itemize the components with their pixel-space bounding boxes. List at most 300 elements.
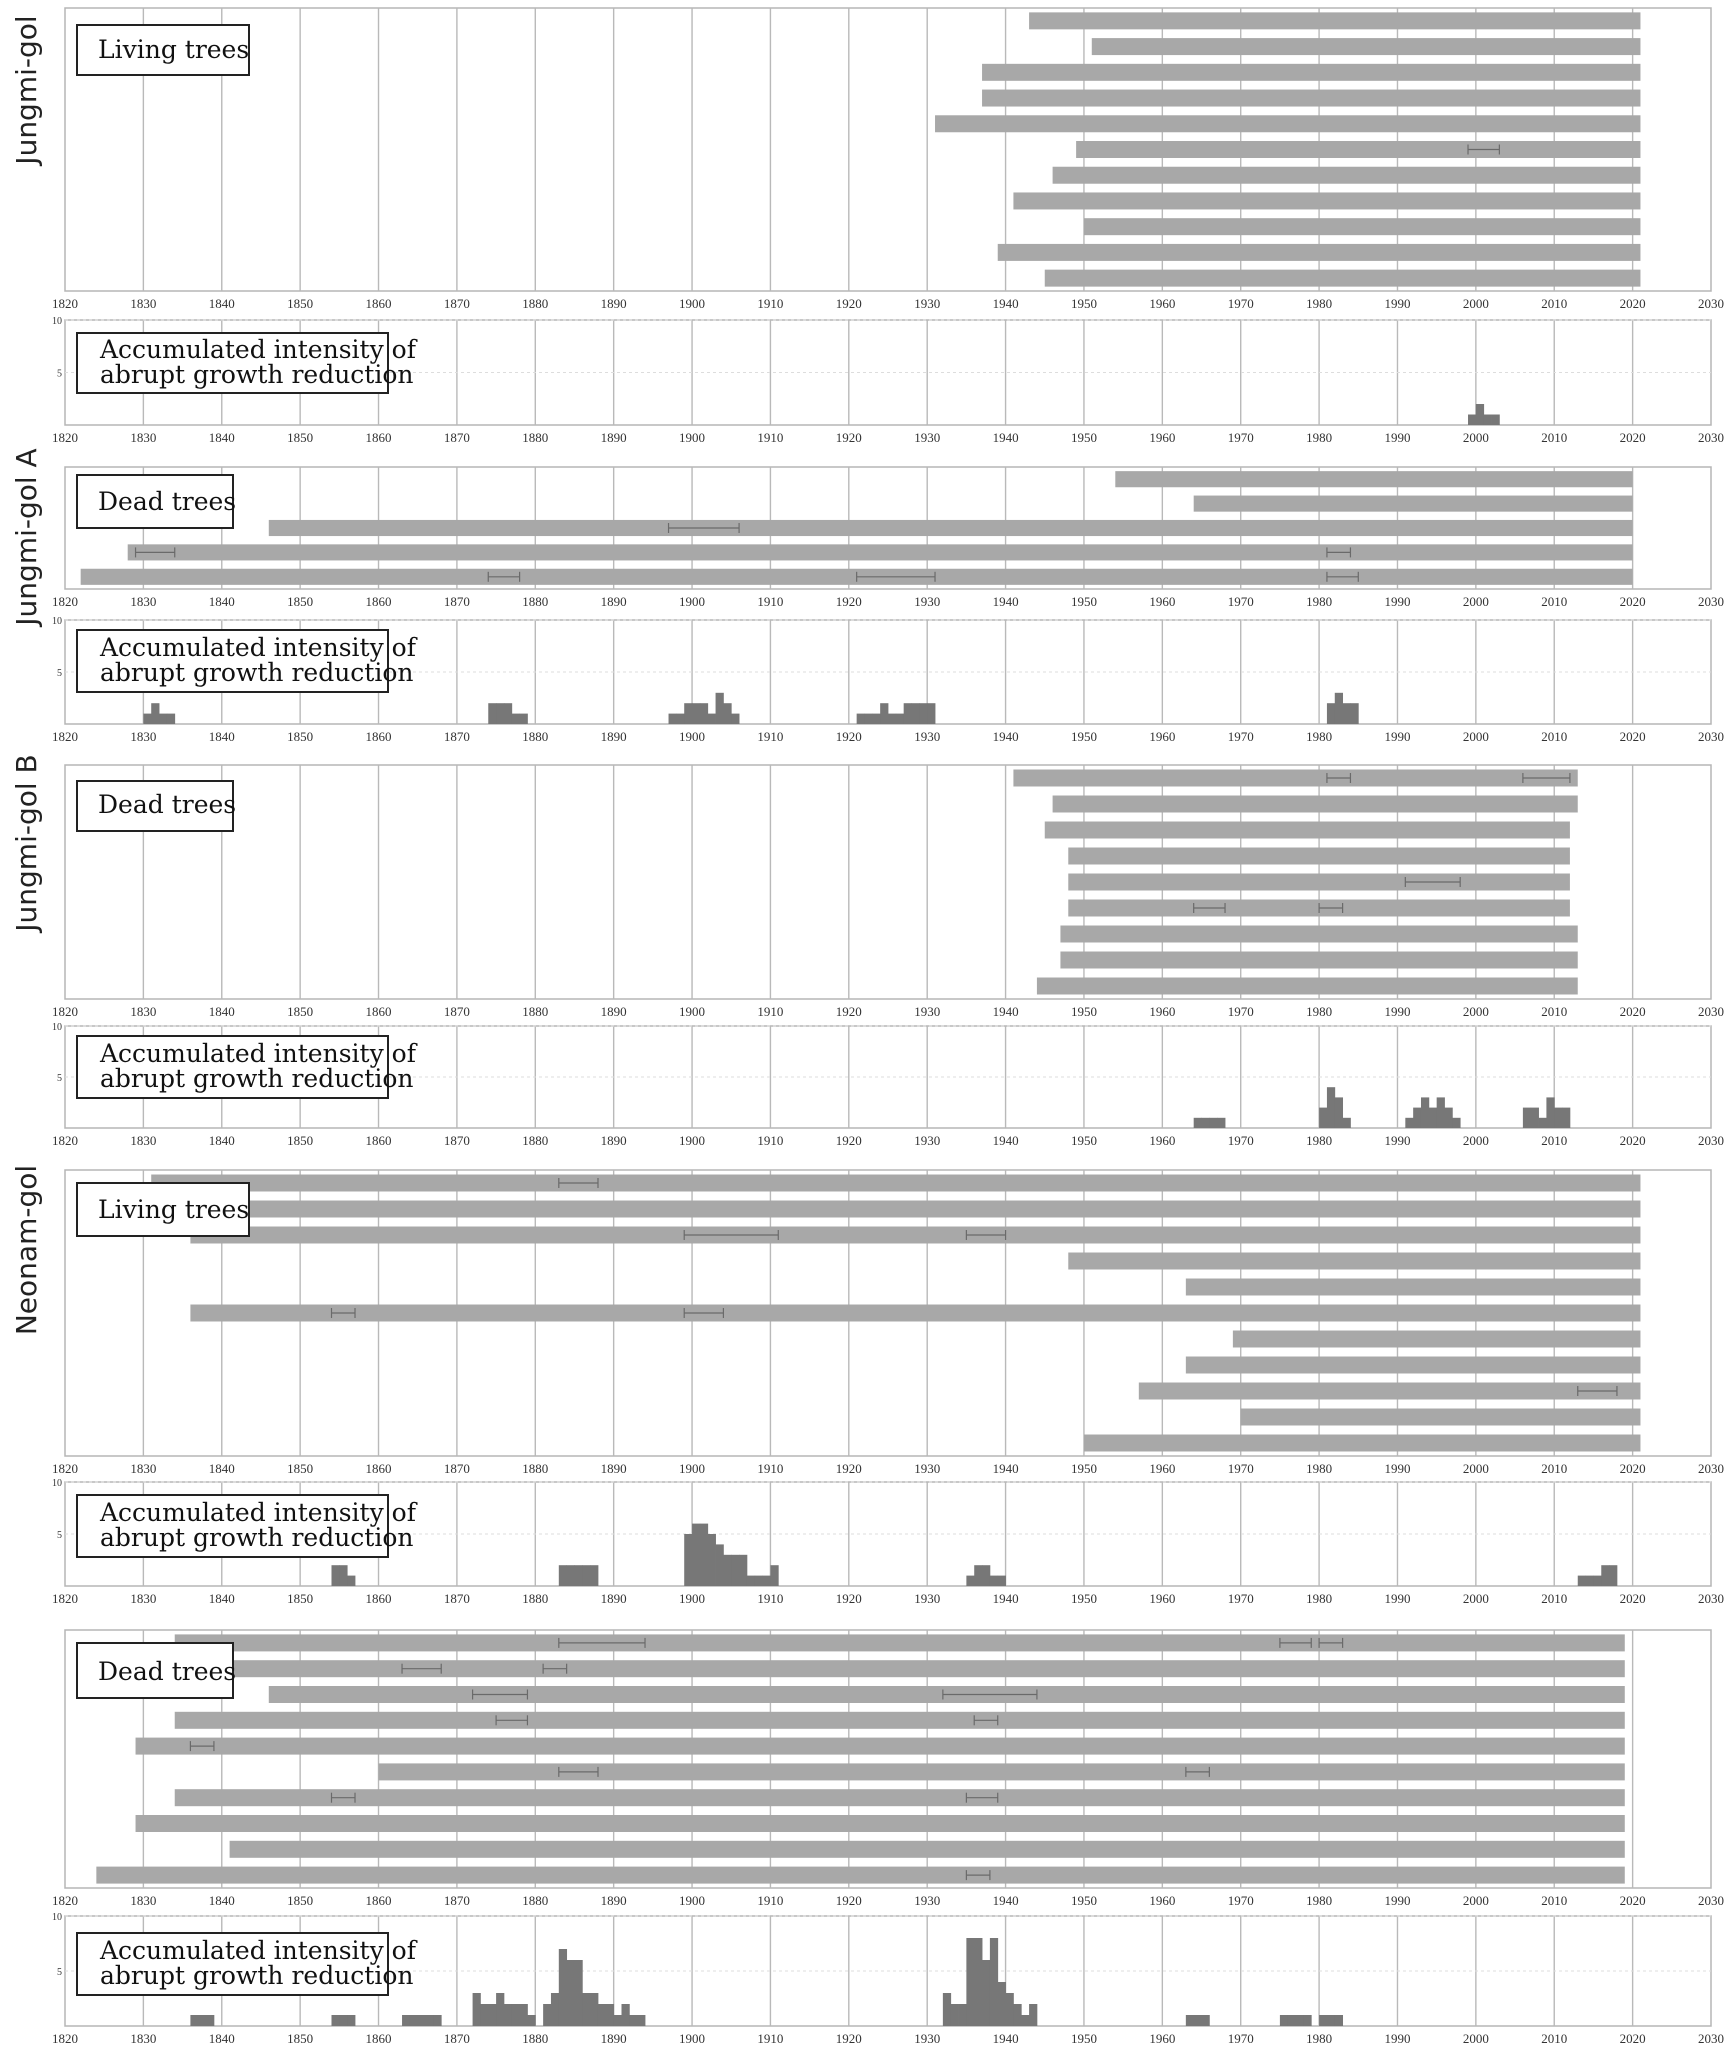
x-tick-label: 1830 [130, 2031, 157, 2046]
intensity-bar [1476, 404, 1484, 425]
x-tick-label: 1970 [1227, 1004, 1254, 1019]
site-label: Jungmi-gol B [10, 754, 43, 932]
intensity-bar [347, 1576, 355, 1586]
x-tick-label: 1820 [52, 2031, 78, 2046]
tree-bar [1115, 471, 1632, 487]
intensity-bar [1343, 703, 1351, 724]
x-tick-label: 1890 [600, 729, 627, 744]
intensity-bar [990, 1938, 998, 2026]
intensity-bar [159, 714, 167, 724]
tree-bar [1139, 1383, 1641, 1400]
intensity-bar [755, 1576, 763, 1586]
x-tick-label: 1830 [130, 296, 157, 311]
intensity-bar [347, 2015, 355, 2026]
intensity-bar [559, 1949, 567, 2026]
x-tick-label: 1940 [992, 1461, 1019, 1476]
tree-bar [1060, 952, 1577, 969]
tree-bar [1045, 822, 1570, 839]
x-tick-label: 1910 [757, 594, 784, 609]
panel-title: Living trees [98, 1195, 250, 1224]
x-tick-label: 1880 [522, 1893, 549, 1908]
x-tick-label: 1870 [443, 1133, 470, 1148]
x-tick-label: 1940 [992, 1004, 1019, 1019]
tree-bar [1241, 1409, 1641, 1426]
x-tick-label: 2030 [1698, 296, 1724, 311]
x-tick-label: 2020 [1619, 1004, 1646, 1019]
tree-bar [1045, 270, 1641, 287]
intensity-bar [1021, 2015, 1029, 2026]
x-tick-label: 1890 [600, 1461, 627, 1476]
x-tick-label: 1820 [52, 430, 78, 445]
x-tick-label: 1990 [1384, 729, 1411, 744]
intensity-bar [1468, 415, 1476, 426]
x-tick-label: 1880 [522, 2031, 549, 2046]
x-tick-label: 1930 [914, 1133, 941, 1148]
y-tick-label: 10 [52, 1912, 62, 1923]
intensity-bar [708, 1534, 716, 1586]
x-tick-label: 2020 [1619, 296, 1646, 311]
x-tick-label: 1980 [1306, 296, 1333, 311]
tree-bar [1194, 496, 1633, 512]
x-tick-label: 1960 [1149, 1893, 1176, 1908]
intensity-bar [959, 2004, 967, 2026]
tree-bar [136, 1738, 1625, 1755]
tree-bar [1233, 1331, 1641, 1348]
tree-bar [1068, 874, 1570, 891]
intensity-bar [331, 1565, 339, 1586]
intensity-bar [692, 703, 700, 724]
x-tick-label: 1990 [1384, 1461, 1411, 1476]
intensity-bar [1202, 1118, 1210, 1128]
x-tick-label: 1880 [522, 296, 549, 311]
intensity-bar [1296, 2015, 1304, 2026]
intensity-bar [1194, 2015, 1202, 2026]
intensity-bar [567, 1565, 575, 1586]
intensity-bar [1327, 1087, 1335, 1128]
panel-title [99, 1498, 418, 1552]
x-tick-label: 2030 [1698, 1004, 1724, 1019]
x-tick-label: 1960 [1149, 2031, 1176, 2046]
intensity-bar [1562, 1108, 1570, 1128]
jungmi-gol-b-dead-trees-chart [10, 754, 1724, 1019]
y-tick-label: 5 [57, 368, 62, 380]
x-tick-label: 1850 [287, 1461, 314, 1476]
x-tick-label: 1920 [835, 430, 862, 445]
x-axis-ticks [52, 1461, 1724, 1476]
x-tick-label: 1890 [600, 296, 627, 311]
neonam-gol-dead-trees-chart [52, 1630, 1724, 1908]
intensity-bar [770, 1565, 778, 1586]
x-tick-label: 1900 [679, 1461, 706, 1476]
intensity-bar [1554, 1108, 1562, 1128]
x-tick-label: 1990 [1384, 594, 1411, 609]
x-tick-label: 1980 [1306, 1591, 1333, 1606]
x-tick-label: 1910 [757, 1591, 784, 1606]
intensity-bar [1593, 1576, 1601, 1586]
x-tick-label: 1920 [835, 1133, 862, 1148]
x-tick-label: 1940 [992, 1133, 1019, 1148]
intensity-bar [339, 1565, 347, 1586]
x-tick-label: 2020 [1619, 1461, 1646, 1476]
tree-bar [269, 520, 1633, 536]
x-tick-label: 2020 [1619, 1133, 1646, 1148]
intensity-bar [473, 1993, 481, 2026]
x-axis-ticks [52, 296, 1724, 311]
panel-title: Dead trees [98, 790, 237, 819]
intensity-bar [872, 714, 880, 724]
x-tick-label: 1870 [443, 1004, 470, 1019]
intensity-bar [504, 2004, 512, 2026]
x-tick-label: 1900 [679, 594, 706, 609]
intensity-bar [1280, 2015, 1288, 2026]
intensity-bar [574, 1565, 582, 1586]
tree-bar [1186, 1279, 1641, 1296]
intensity-bar [919, 703, 927, 724]
x-tick-label: 1940 [992, 430, 1019, 445]
x-tick-label: 1870 [443, 594, 470, 609]
x-tick-label: 1830 [130, 1133, 157, 1148]
panel-title: Dead trees [98, 487, 237, 516]
intensity-bar [582, 1565, 590, 1586]
x-tick-label: 1920 [835, 296, 862, 311]
intensity-bar [990, 1576, 998, 1586]
intensity-bar [1186, 2015, 1194, 2026]
x-tick-label: 1970 [1227, 2031, 1254, 2046]
site-label: Jungmi-gol [10, 15, 43, 165]
x-tick-label: 1930 [914, 296, 941, 311]
x-tick-label: 1970 [1227, 1461, 1254, 1476]
x-tick-label: 2000 [1462, 1133, 1489, 1148]
x-axis-ticks [52, 594, 1724, 609]
x-tick-label: 2010 [1541, 1133, 1568, 1148]
x-tick-label: 1860 [365, 1893, 392, 1908]
tree-bar [128, 544, 1633, 560]
x-tick-label: 2010 [1541, 1591, 1568, 1606]
intensity-bar [1194, 1118, 1202, 1128]
x-tick-label: 1840 [208, 729, 235, 744]
x-tick-label: 1960 [1149, 1461, 1176, 1476]
x-tick-label: 1930 [914, 1591, 941, 1606]
x-tick-label: 1870 [443, 296, 470, 311]
intensity-bar [512, 714, 520, 724]
x-tick-label: 1880 [522, 1591, 549, 1606]
x-tick-label: 2000 [1462, 1893, 1489, 1908]
intensity-bar [943, 1993, 951, 2026]
x-tick-label: 1860 [365, 430, 392, 445]
x-tick-label: 1840 [208, 430, 235, 445]
x-tick-label: 1900 [679, 1133, 706, 1148]
tree-bar [136, 1815, 1625, 1832]
intensity-bar [982, 1565, 990, 1586]
x-tick-label: 1970 [1227, 1133, 1254, 1148]
x-tick-label: 2030 [1698, 1133, 1724, 1148]
x-tick-label: 1850 [287, 296, 314, 311]
tree-bar [1037, 978, 1578, 995]
x-tick-label: 1920 [835, 729, 862, 744]
x-tick-label: 2010 [1541, 729, 1568, 744]
x-tick-label: 2030 [1698, 594, 1724, 609]
x-tick-label: 1990 [1384, 296, 1411, 311]
x-tick-label: 2030 [1698, 430, 1724, 445]
intensity-bar [496, 703, 504, 724]
intensity-bar [1029, 2004, 1037, 2026]
x-tick-label: 2000 [1462, 2031, 1489, 2046]
intensity-bar [1437, 1097, 1445, 1128]
intensity-bar [974, 1565, 982, 1586]
chart-content [143, 765, 1632, 999]
x-tick-label: 1980 [1306, 1893, 1333, 1908]
panel-title: Living trees [98, 35, 250, 64]
tree-bar [1068, 848, 1570, 865]
x-tick-label: 1950 [1070, 430, 1097, 445]
intensity-bar [669, 714, 677, 724]
x-tick-label: 2030 [1698, 1893, 1724, 1908]
x-tick-label: 1970 [1227, 430, 1254, 445]
x-tick-label: 1860 [365, 1591, 392, 1606]
intensity-bar [896, 714, 904, 724]
x-tick-label: 1820 [52, 1461, 78, 1476]
intensity-bar [1335, 2015, 1343, 2026]
intensity-bar [982, 1960, 990, 2026]
intensity-bar [551, 1993, 559, 2026]
x-tick-label: 1920 [835, 1893, 862, 1908]
x-tick-label: 1920 [835, 1461, 862, 1476]
tree-bar [935, 115, 1640, 132]
intensity-bar [1319, 1108, 1327, 1128]
intensity-bar [966, 1938, 974, 2026]
x-tick-label: 2020 [1619, 1893, 1646, 1908]
x-tick-label: 1890 [600, 1893, 627, 1908]
x-tick-label: 1890 [600, 430, 627, 445]
intensity-bar [1546, 1097, 1554, 1128]
tree-bar [1053, 167, 1641, 184]
jungmi-gol-a-dead-trees-chart [10, 448, 1724, 627]
intensity-bar [198, 2015, 206, 2026]
intensity-bar [700, 703, 708, 724]
intensity-bar [1492, 415, 1500, 426]
intensity-bar [684, 1534, 692, 1586]
tree-bar [1076, 141, 1640, 158]
intensity-bar [700, 1524, 708, 1586]
x-tick-label: 2010 [1541, 594, 1568, 609]
x-tick-label: 1950 [1070, 729, 1097, 744]
panel-title-line: abrupt growth reduction [100, 658, 414, 687]
neonam-gol-intensity-chart [52, 1478, 1724, 1606]
y-tick-label: 5 [57, 1073, 62, 1084]
x-tick-label: 1950 [1070, 594, 1097, 609]
intensity-bar [590, 1565, 598, 1586]
intensity-bar [402, 2015, 410, 2026]
x-tick-label: 1860 [365, 1133, 392, 1148]
tree-bar [1092, 38, 1641, 55]
intensity-bar [520, 2004, 528, 2026]
x-tick-label: 1970 [1227, 296, 1254, 311]
intensity-bar [606, 2004, 614, 2026]
chart-content [96, 1630, 1632, 1888]
site-label: Jungmi-gol A [10, 448, 43, 626]
intensity-bar [559, 1565, 567, 1586]
intensity-bar [339, 2015, 347, 2026]
panel-title-line: abrupt growth reduction [100, 1961, 414, 1990]
x-tick-label: 1820 [52, 1004, 78, 1019]
panel-title-line: Accumulated intensity of [100, 1936, 416, 1965]
x-tick-label: 1910 [757, 729, 784, 744]
x-tick-label: 1920 [835, 594, 862, 609]
x-tick-label: 1870 [443, 1461, 470, 1476]
tree-bar [96, 1867, 1624, 1884]
intensity-bar [998, 1982, 1006, 2026]
x-tick-label: 1910 [757, 1461, 784, 1476]
intensity-bar [1209, 1118, 1217, 1128]
x-tick-label: 1860 [365, 2031, 392, 2046]
x-tick-label: 2000 [1462, 430, 1489, 445]
intensity-bar [543, 2004, 551, 2026]
x-tick-label: 1990 [1384, 1591, 1411, 1606]
x-tick-label: 1850 [287, 1893, 314, 1908]
x-tick-label: 1830 [130, 729, 157, 744]
x-tick-label: 1930 [914, 1893, 941, 1908]
intensity-bar [1288, 2015, 1296, 2026]
x-tick-label: 1960 [1149, 1133, 1176, 1148]
panel-title-line: Accumulated intensity of [100, 1498, 416, 1527]
intensity-bar [167, 714, 175, 724]
x-tick-label: 1950 [1070, 1893, 1097, 1908]
x-tick-label: 1820 [52, 1133, 78, 1148]
intensity-bar [1531, 1108, 1539, 1128]
x-tick-label: 2020 [1619, 594, 1646, 609]
tree-bar [175, 1712, 1625, 1729]
intensity-bar [708, 714, 716, 724]
tree-bar [1053, 796, 1578, 813]
intensity-bar [480, 2004, 488, 2026]
x-tick-label: 1930 [914, 2031, 941, 2046]
intensity-bar [488, 703, 496, 724]
tree-bar [982, 90, 1640, 107]
intensity-bar [1445, 1108, 1453, 1128]
intensity-bar [426, 2015, 434, 2026]
intensity-bar [190, 2015, 198, 2026]
x-tick-label: 1890 [600, 594, 627, 609]
tree-bar [230, 1841, 1625, 1858]
x-tick-label: 1840 [208, 1893, 235, 1908]
intensity-bar [496, 1993, 504, 2026]
x-tick-label: 1830 [130, 1591, 157, 1606]
tree-bar [190, 1227, 1640, 1244]
x-tick-label: 2000 [1462, 729, 1489, 744]
intensity-bar [1335, 693, 1343, 724]
x-tick-label: 1860 [365, 729, 392, 744]
tree-bar [1084, 218, 1641, 235]
x-tick-label: 1840 [208, 296, 235, 311]
intensity-bar [723, 1555, 731, 1586]
x-tick-label: 2030 [1698, 1461, 1724, 1476]
intensity-bar [951, 2004, 959, 2026]
intensity-bar [1013, 2004, 1021, 2026]
x-tick-label: 1940 [992, 729, 1019, 744]
x-tick-label: 1950 [1070, 2031, 1097, 2046]
x-tick-label: 1980 [1306, 2031, 1333, 2046]
intensity-bar [912, 703, 920, 724]
x-tick-label: 2010 [1541, 2031, 1568, 2046]
x-tick-label: 1960 [1149, 1004, 1176, 1019]
x-tick-label: 1910 [757, 1004, 784, 1019]
x-tick-label: 2010 [1541, 1004, 1568, 1019]
x-tick-label: 1880 [522, 430, 549, 445]
x-tick-label: 2010 [1541, 1893, 1568, 1908]
x-tick-label: 1960 [1149, 594, 1176, 609]
x-tick-label: 1920 [835, 1591, 862, 1606]
x-tick-label: 1850 [287, 1004, 314, 1019]
intensity-bar [692, 1524, 700, 1586]
intensity-bar [590, 1993, 598, 2026]
x-tick-label: 1830 [130, 594, 157, 609]
intensity-bar [880, 703, 888, 724]
x-tick-label: 1900 [679, 729, 706, 744]
x-tick-label: 1950 [1070, 1133, 1097, 1148]
intensity-bar [739, 1555, 747, 1586]
tree-bar [175, 1634, 1625, 1651]
intensity-bar [1202, 2015, 1210, 2026]
intensity-bar [1523, 1108, 1531, 1128]
x-tick-label: 1850 [287, 2031, 314, 2046]
x-tick-label: 1880 [522, 1133, 549, 1148]
intensity-bar [904, 703, 912, 724]
y-tick-label: 5 [57, 1967, 62, 1978]
intensity-bar [598, 2004, 606, 2026]
site-label: Neonam-gol [10, 1164, 43, 1336]
x-tick-label: 1980 [1306, 729, 1333, 744]
x-tick-label: 1880 [522, 1461, 549, 1476]
intensity-bar [622, 2004, 630, 2026]
tree-bar [230, 1201, 1641, 1218]
intensity-bar [1413, 1108, 1421, 1128]
x-tick-label: 1880 [522, 729, 549, 744]
intensity-bar [1429, 1108, 1437, 1128]
x-tick-label: 1840 [208, 2031, 235, 2046]
x-tick-label: 1900 [679, 2031, 706, 2046]
jungmi-gol-b-intensity-chart [52, 1022, 1724, 1148]
panel-title-line: abrupt growth reduction [100, 1523, 414, 1552]
x-axis-ticks [52, 1004, 1724, 1019]
x-tick-label: 1860 [365, 1461, 392, 1476]
x-tick-label: 1930 [914, 729, 941, 744]
x-tick-label: 1930 [914, 1461, 941, 1476]
x-tick-label: 1840 [208, 1133, 235, 1148]
intensity-bar [512, 2004, 520, 2026]
x-tick-label: 1950 [1070, 296, 1097, 311]
neonam-gol-living-trees-chart [10, 1165, 1724, 1476]
x-tick-label: 1830 [130, 1461, 157, 1476]
x-tick-label: 1870 [443, 2031, 470, 2046]
intensity-bar [966, 1576, 974, 1586]
y-tick-label: 10 [52, 616, 62, 627]
x-tick-label: 2010 [1541, 1461, 1568, 1476]
x-tick-label: 1890 [600, 1004, 627, 1019]
intensity-bar [864, 714, 872, 724]
x-tick-label: 1900 [679, 1893, 706, 1908]
chart-content [81, 467, 1633, 589]
intensity-bar [1609, 1565, 1617, 1586]
jungmi-gol-a-intensity-chart [52, 616, 1724, 744]
intensity-bar [747, 1576, 755, 1586]
intensity-bar [1601, 1565, 1609, 1586]
y-tick-label: 5 [57, 1530, 62, 1541]
x-tick-label: 1940 [992, 594, 1019, 609]
intensity-bar [567, 1960, 575, 2026]
x-tick-label: 1900 [679, 430, 706, 445]
x-tick-label: 1960 [1149, 729, 1176, 744]
x-tick-label: 1990 [1384, 1133, 1411, 1148]
